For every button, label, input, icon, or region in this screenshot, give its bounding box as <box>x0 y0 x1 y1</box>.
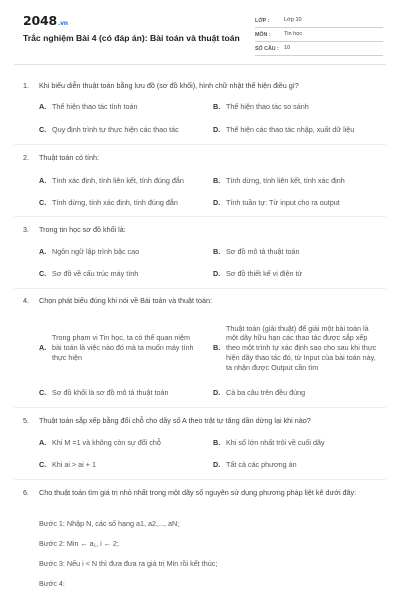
option-letter: D. <box>213 269 221 278</box>
question-text: Thuật toán có tính: <box>39 153 99 162</box>
answer-option-3a[interactable] <box>39 247 209 257</box>
answer-option-1c[interactable] <box>39 125 209 135</box>
answer-option-4a[interactable] <box>39 328 209 368</box>
answer-option-1a[interactable] <box>39 102 209 112</box>
answer-option-2b[interactable] <box>213 176 383 186</box>
option-letter: C. <box>39 198 47 207</box>
option-letter: A. <box>39 102 47 111</box>
answer-option-5a[interactable] <box>39 438 209 448</box>
answer-option-2d[interactable] <box>213 198 383 208</box>
question-4 <box>23 296 375 306</box>
option-letter: C. <box>39 388 47 397</box>
question-divider <box>14 407 386 408</box>
option-letter: C. <box>39 460 47 469</box>
question-text: Chọn phát biểu đúng khi nói về Bài toán và thuật toán: <box>39 296 213 305</box>
answer-option-3c[interactable] <box>39 269 209 279</box>
option-text: Sơ đồ khối là sơ đồ mô tả thuật toán <box>52 388 169 397</box>
algorithm-step-2: Bước 2: Min ← a₁, i ← 2; <box>39 539 119 548</box>
option-text: Ngôn ngữ lập trình bậc cao <box>52 247 140 256</box>
option-text: Trong phạm vi Tin học, ta có thể quan niệm bài toán là việc nào đó mà ta muốn máy tính thực hiện <box>52 333 194 362</box>
logo-main: 2048 <box>23 13 57 28</box>
meta-row-count <box>255 42 383 56</box>
option-letter: D. <box>213 388 221 397</box>
option-text: Thể hiện thao tác so sánh <box>226 102 309 111</box>
logo-suffix: .vn <box>58 20 68 27</box>
question-text: Cho thuật toán tìm giá trị nhỏ nhất trong một dãy số nguyên sử dụng phương pháp liệt kê dưới đây: <box>39 488 357 497</box>
option-letter: B. <box>213 247 221 256</box>
algorithm-step-1: Bước 1: Nhập N, các số hạng a1, a2,..., aN; <box>39 519 180 528</box>
algorithm-step-4: Bước 4: <box>39 579 65 588</box>
option-text: Quy định trình tự thực hiện các thao tác <box>52 125 179 134</box>
meta-value-grade: Lớp 10 <box>284 17 302 24</box>
question-5 <box>23 416 375 426</box>
option-text: Cả ba câu trên đều đúng <box>226 388 306 397</box>
question-text: Trong tin học sơ đồ khối là: <box>39 225 126 234</box>
option-text: Tính xác định, tính liên kết, tính đúng đắn <box>52 176 184 185</box>
option-text: Khi số lớn nhất trôi về cuối dãy <box>226 438 325 447</box>
meta-info-box <box>255 14 383 56</box>
algorithm-step-3: Bước 3: Nếu i < N thì đưa đưa ra giá trị Min rồi kết thúc; <box>39 559 218 568</box>
question-number: 6. <box>23 488 29 497</box>
option-text: Tính dừng, tính liên kết, tính xác định <box>226 176 345 185</box>
option-letter: B. <box>213 102 221 111</box>
site-logo[interactable] <box>23 13 68 30</box>
answer-option-2a[interactable] <box>39 176 209 186</box>
answer-option-2c[interactable] <box>39 198 209 208</box>
meta-label-subject: MÔN : <box>255 31 271 38</box>
question-divider <box>14 144 386 145</box>
question-1 <box>23 81 375 91</box>
question-divider <box>14 288 386 289</box>
answer-option-5d[interactable] <box>213 460 383 470</box>
answer-option-4c[interactable] <box>39 388 209 398</box>
question-number: 2. <box>23 153 29 162</box>
question-number: 4. <box>23 296 29 305</box>
option-text: Sơ đồ về cấu trúc máy tính <box>52 269 139 278</box>
question-text: Khi biểu diễn thuật toán bằng lưu đồ (sơ đồ khối), hình chữ nhật thể hiện điều gì? <box>39 81 299 90</box>
option-letter: B. <box>213 438 221 447</box>
question-2 <box>23 153 375 163</box>
option-letter: D. <box>213 125 221 134</box>
meta-label-grade: LỚP : <box>255 17 270 24</box>
option-text: Sơ đồ thiết kế vi điện tử <box>226 269 303 278</box>
option-text: Sơ đồ mô tả thuật toán <box>226 247 300 256</box>
meta-value-count: 10 <box>284 45 291 52</box>
option-letter: C. <box>39 269 47 278</box>
meta-label-count: SỐ CÂU : <box>255 45 279 52</box>
option-text: Thể hiện thao tác tính toán <box>52 102 138 111</box>
option-letter: D. <box>213 198 221 207</box>
header-divider <box>14 64 386 65</box>
answer-option-1b[interactable] <box>213 102 383 112</box>
option-text: Khi M =1 và không còn sự đổi chỗ <box>52 438 161 447</box>
option-letter: D. <box>213 460 221 469</box>
question-text: Thuật toán sắp xếp bằng đổi chỗ cho dãy số A theo trật tự tăng dần dừng lại khi nào? <box>39 416 311 425</box>
answer-option-1d[interactable] <box>213 125 383 135</box>
option-text: Tất cả các phương án <box>226 460 297 469</box>
page-title: Trắc nghiệm Bài 4 (có đáp án): Bài toán và thuật toán <box>23 33 240 43</box>
meta-value-subject: Tin học <box>284 31 303 38</box>
question-number: 3. <box>23 225 29 234</box>
question-number: 5. <box>23 416 29 425</box>
option-text: Thuật toán (giải thuật) để giải một bài toán là một dãy hữu hạn các thao tác được sắp xếp theo một trình tự xác định sao cho sau khi thực hiện dãy thao tác đó, từ Input của bài toán này, ta nhận được Output cần tìm <box>226 323 377 372</box>
option-text: Tính dừng, tính xác định, tính đúng đắn <box>52 198 178 207</box>
question-3 <box>23 225 375 235</box>
answer-option-3b[interactable] <box>213 247 383 257</box>
answer-option-3d[interactable] <box>213 269 383 279</box>
question-divider <box>14 479 386 480</box>
option-letter: B. <box>213 343 221 353</box>
option-letter: B. <box>213 176 221 185</box>
option-letter: A. <box>39 438 47 447</box>
option-letter: C. <box>39 125 47 134</box>
answer-option-4d[interactable] <box>213 388 383 398</box>
question-divider <box>14 216 386 217</box>
option-letter: A. <box>39 247 47 256</box>
option-text: Thể hiện các thao tác nhập, xuất dữ liệu <box>226 125 355 134</box>
option-letter: A. <box>39 176 47 185</box>
option-letter: A. <box>39 343 47 353</box>
document-header <box>0 0 400 64</box>
option-text: Tính tuần tự: Từ input cho ra output <box>226 198 340 207</box>
answer-option-5b[interactable] <box>213 438 383 448</box>
meta-row-grade <box>255 14 383 28</box>
option-text: Khi ai > ai + 1 <box>52 460 96 469</box>
question-number: 1. <box>23 81 29 90</box>
question-6 <box>23 488 375 498</box>
answer-option-4b[interactable] <box>213 318 381 378</box>
answer-option-5c[interactable] <box>39 460 209 470</box>
meta-row-subject <box>255 28 383 42</box>
